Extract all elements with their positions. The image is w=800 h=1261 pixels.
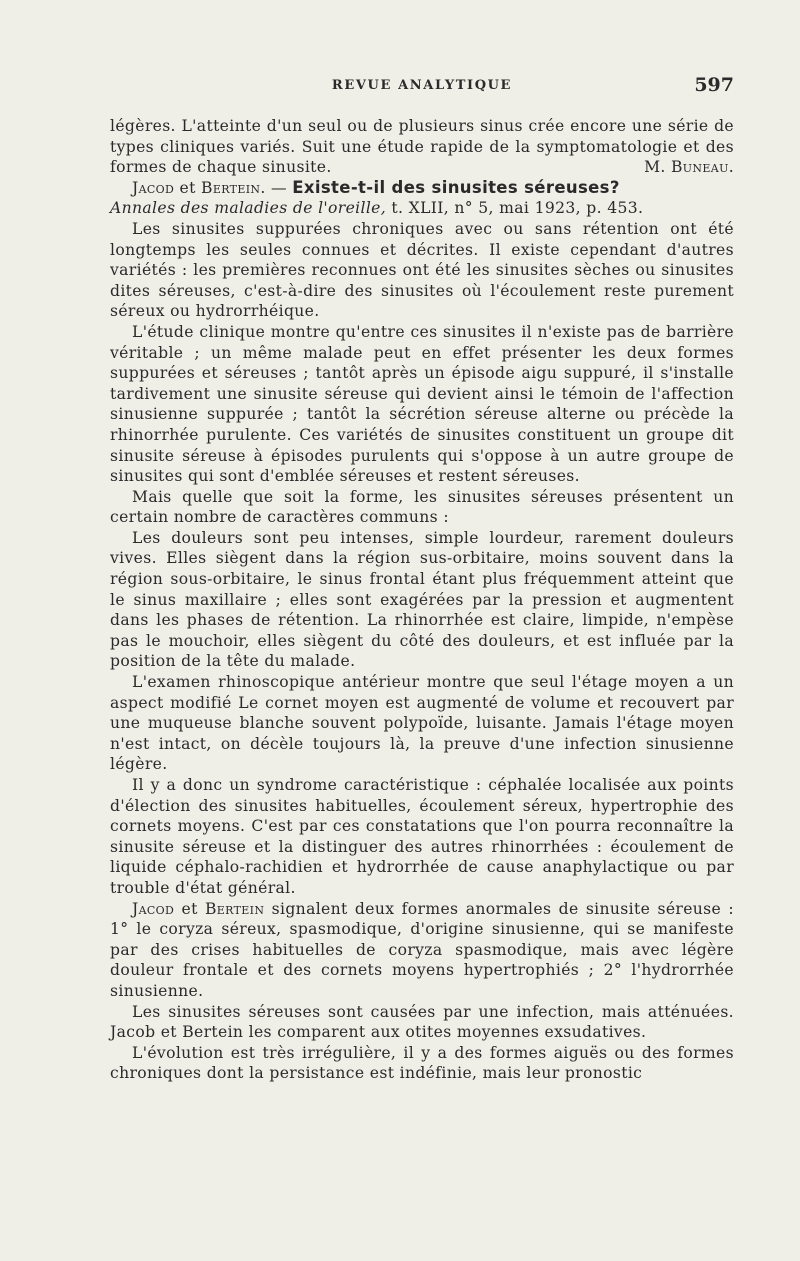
- reviewer-signature: M. Buneau.: [644, 158, 734, 177]
- previous-review-paragraph: [110, 116, 734, 178]
- previous-review-text: légères. L'atteinte d'un seul ou de plusieurs sinus crée encore une série de types cliniques variés. Suit une étude rapide de la symptomatologie et des formes de chaque sinusite.: [110, 117, 734, 177]
- page-number: 597: [694, 74, 734, 96]
- page-header: [110, 74, 734, 98]
- body-paragraph-1: Les sinusites suppurées chroniques avec ou sans rétention ont été longtemps les seules connues et décrites. Il existe cependant d'autres variétés : les premières reconnues ont été les sinusites sèches ou sinusites dites séreuses, c'est-à-dire des sinusites où l'écoulement reste purement séreux ou hydrorrhéique.: [110, 219, 734, 321]
- body-paragraph-4: Les douleurs sont peu intenses, simple lourdeur, rarement douleurs vives. Elles siègent dans la région sus-orbitaire, moins souvent dans la région sous-orbitaire, le sinus frontal étant plus fréquemment atteint que le sinus maxillaire ; elles sont exagérées par la pression et augmentent dans les phases de rétention. La rhinorrhée est claire, limpide, n'empèse pas le mouchoir, elles siègent du côté des douleurs, et est influée par la position de la tête du malade.: [110, 528, 734, 671]
- author-bertein: Bertein.: [201, 178, 266, 197]
- body-paragraph-2: L'étude clinique montre qu'entre ces sinusites il n'existe pas de barrière véritable ; un même malade peut en effet présenter les deux formes suppurées et séreuses ; tantôt après un épisode aigu suppuré, il s'installe tardivement une sinusite séreuse qui devient ainsi le témoin de l'affection sinusienne suppurée ; tantôt la sécrétion séreuse alterne ou précède la rhinorrhée purulente. Ces variétés de sinusites constituent un groupe dit sinusite séreuse à épisodes purulents qui s'oppose à un autre groupe de sinusites qui sont d'emblée séreuses et restent séreuses.: [110, 322, 734, 486]
- page-content: [110, 116, 734, 1084]
- author-conjunction: et: [174, 178, 202, 197]
- article-title: Existe-t-il des sinusites séreuses?: [292, 177, 620, 197]
- body-paragraph-6: Il y a donc un syndrome caractéristique : céphalée localisée aux points d'élection des sinusites habituelles, écoulement séreux, hypertrophie des cornets moyens. C'est par ces constatations que l'on pourra reconnaître la sinusite séreuse et la distinguer des autres rhinorrhées : écoulement de liquide céphalo-rachidien et hydrorrhée de cause anaphylactique ou par trouble d'état général.: [110, 776, 734, 897]
- body-paragraph-3: Mais quelle que soit la forme, les sinusites séreuses présentent un certain nombre de caractères communs :: [110, 487, 734, 527]
- body-paragraph-9: L'évolution est très irrégulière, il y a des formes aiguës ou des formes chroniques dont la persistance est indéfinie, mais leur pronostic: [110, 1043, 734, 1083]
- author-bertein-inline: Bertein: [204, 899, 265, 918]
- title-dash: —: [265, 178, 293, 197]
- body-paragraph-7: [110, 899, 734, 1002]
- body-paragraph-7-text: signalent deux formes anormales de sinusite séreuse : 1° le coryza séreux, spasmodique, d'origine sinusienne, qui se manifeste par des crises habituelles de coryza spasmodique, mais avec légère douleur frontale et des cornets moyens hypertrophiés ; 2° l'hydrorrhée sinusienne.: [110, 899, 734, 1000]
- journal-name: Annales des maladies de l'oreille,: [110, 199, 387, 218]
- inline-conjunction: et: [174, 899, 205, 918]
- author-jacod: Jacod: [132, 178, 175, 197]
- body-paragraph-8: Les sinusites séreuses sont causées par une infection, mais atténuées. Jacob et Bertein les comparent aux otites moyennes exsudatives.: [110, 1002, 734, 1042]
- author-jacod-inline: Jacod: [132, 899, 175, 918]
- running-title: REVUE ANALYTIQUE: [331, 78, 513, 93]
- journal-reference: t. XLII, n° 5, mai 1923, p. 453.: [386, 199, 644, 218]
- article-heading: [110, 178, 734, 219]
- body-paragraph-5: L'examen rhinoscopique antérieur montre que seul l'étage moyen a un aspect modifié Le cornet moyen est augmenté de volume et recouvert par une muqueuse blanche souvent polypoïde, luisante. Jamais l'étage moyen n'est intact, on décèle toujours là, la preuve d'une infection sinusienne légère.: [110, 673, 734, 774]
